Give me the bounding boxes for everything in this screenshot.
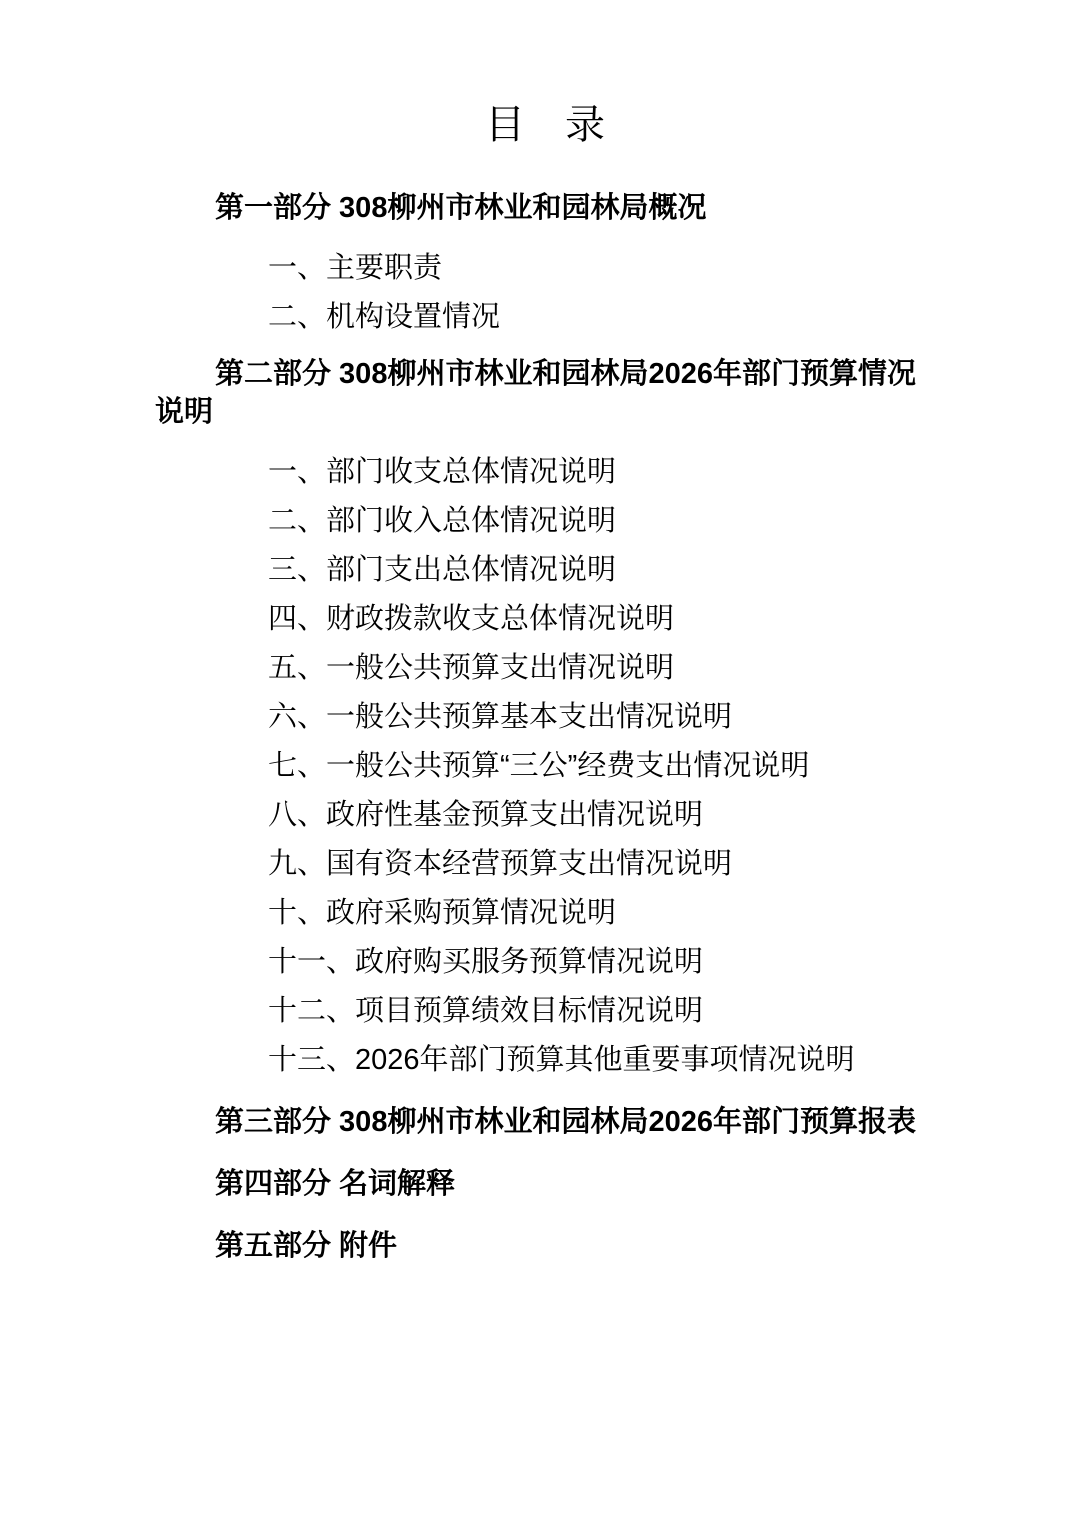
toc-item-2-6: 六、一般公共预算基本支出情况说明	[268, 701, 733, 733]
toc-item-2-10: 十、政府采购预算情况说明	[268, 897, 617, 929]
toc-heading-part1: 第一部分 308柳州市林业和园林局概况	[215, 192, 707, 224]
toc-item-2-2: 二、部门收入总体情况说明	[268, 505, 617, 537]
toc-item-2-13: 十三、2026年部门预算其他重要事项情况说明	[268, 1044, 855, 1076]
toc-item-2-7: 七、一般公共预算“三公”经费支出情况说明	[268, 750, 810, 782]
toc-heading-part2: 第二部分 308柳州市林业和园林局2026年部门预算情况说明	[155, 358, 916, 428]
toc-item-1-1: 一、主要职责	[268, 252, 443, 284]
toc-item-2-1: 一、部门收支总体情况说明	[268, 456, 617, 488]
toc-item-2-8: 八、政府性基金预算支出情况说明	[268, 799, 704, 831]
toc-item-2-12: 十二、项目预算绩效目标情况说明	[268, 995, 704, 1027]
toc-item-2-4: 四、财政拨款收支总体情况说明	[268, 603, 675, 635]
toc-item-2-9: 九、国有资本经营预算支出情况说明	[268, 848, 733, 880]
toc-item-1-2: 二、机构设置情况	[268, 301, 501, 333]
toc-item-2-3: 三、部门支出总体情况说明	[268, 554, 617, 586]
toc-title: 目 录	[485, 103, 605, 147]
toc-item-2-11: 十一、政府购买服务预算情况说明	[268, 946, 704, 978]
toc-heading-part3: 第三部分 308柳州市林业和园林局2026年部门预算报表	[215, 1106, 916, 1138]
toc-heading-part5: 第五部分 附件	[215, 1230, 398, 1262]
toc-heading-part4: 第四部分 名词解释	[215, 1168, 456, 1200]
toc-item-2-5: 五、一般公共预算支出情况说明	[268, 652, 675, 684]
